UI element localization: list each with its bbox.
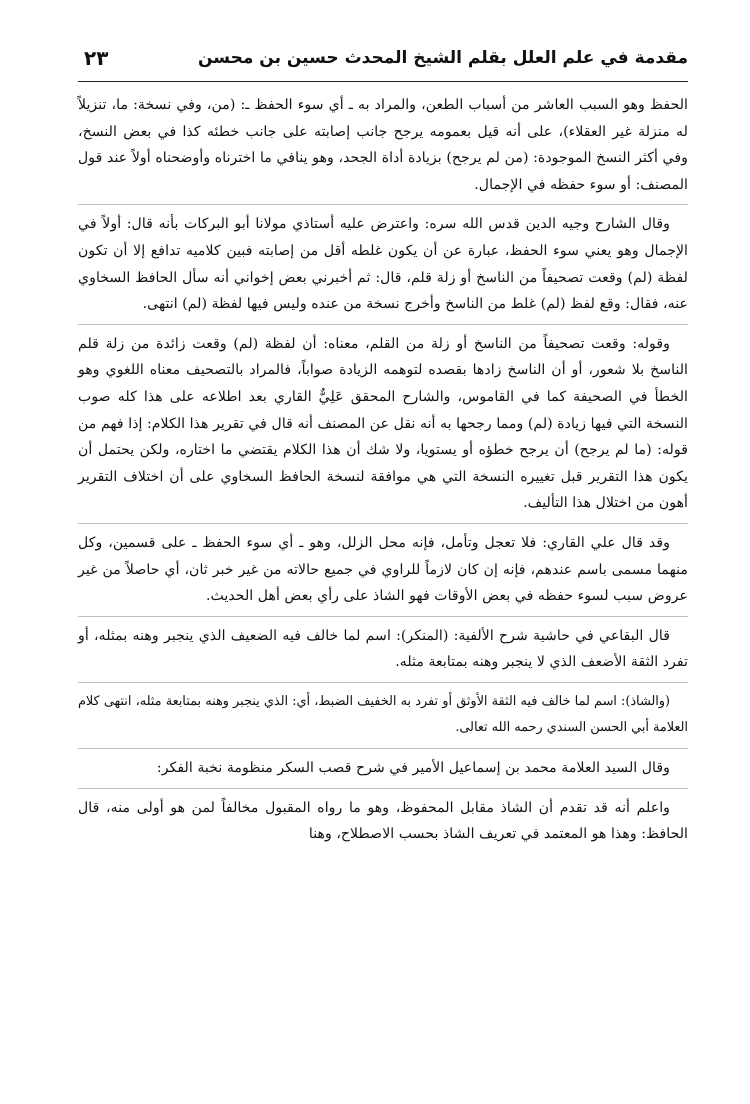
paragraph: وقال السيد العلامة محمد بن إسماعيل الأمير في شرح قصب السكر منظومة نخبة الفكر: — [78, 748, 688, 782]
page-number: ٢٣ — [84, 46, 109, 70]
paragraph: واعلم أنه قد تقدم أن الشاذ مقابل المحفوظ، وهو ما رواه المقبول مخالفاً لمن هو أولى منه، قال الحافظ: وهذا هو المعتمد في تعريف الشاذ بحسب الاصطلاح، وهنا — [78, 788, 688, 848]
body-text — [78, 92, 688, 848]
header-rule — [78, 81, 688, 82]
paragraph: وقال الشارح وجيه الدين قدس الله سره: واعترض عليه أستاذي مولانا أبو البركات بأنه قال: أولاً في الإجمال وهو يعني سوء الحفظ، عبارة عن أن يكون غلطه أقل من إصابته فبين كلاميه تدافع إلا أن تكون لفظة (لم) وقعت تصحيفاً من الناسخ أو زلة قلم، قال: ثم أخبرني بعض إخواني أنه سأل الحافظ السخاوي عنه، فقال: وقع لفظ (لم) غلط من الناسخ وأخرج نسخة من عنده وليس فيها لفظة (لم) انتهى. — [78, 204, 688, 317]
paragraph: وقوله: وقعت تصحيفاً من الناسخ أو زلة من القلم، معناه: أن لفظة (لم) وقعت زائدة من زلة قلم الناسخ بلا شعور، أو أن الناسخ زادها بقصده لتوهمه الزيادة صواباً، فالمراد بالتصحيف معناه اللغوي وهو الخطأ في الصحيفة كما في القاموس، والشارح المحقق عَلِيٌّ القاري بعد اطلاعه على هذا كله صوب النسخة التي فيها زيادة (لم) ومما رجحها به أنه نقل عن المصنف أنه قال في تقرير هذا الكلام: إذا فهم من قوله: (ما لم يرجح) أن يرجح خطؤه أو يستويا، ولا شك أن هذا الكلام يقتضي ما اختاره، ولكن يحتمل أن يكون هذا التقرير قبل تغييره النسخة التي هي موافقة لنسخة الحافظ السخاوي على أن اختلاف التقرير أهون من اختلال هذا التأليف. — [78, 324, 688, 517]
header-title: مقدمة في علم العلل بقلم الشيخ المحدث حسين بن محسن — [197, 48, 688, 68]
paragraph: الحفظ وهو السبب العاشر من أسباب الطعن، والمراد به ـ أي سوء الحفظ ـ: (من، وفي نسخة: ما، تنزيلاً له منزلة غير العقلاء)، على أنه قيل بعمومه يرجح جانب إصابته على جانب خطئه كذا في بعض النسخ، وفي أكثر النسخ الموجودة: (من لم يرجح) بزيادة أداة الجحد، وهو ينافي ما اخترناه وأوضحناه أولاً عند قول المصنف: أو سوء حفظه في الإجمال. — [78, 97, 688, 193]
paragraph: (والشاذ): اسم لما خالف فيه الثقة الأوثق أو تفرد به الخفيف الضبط، أي: الذي ينجبر وهنه بمتابعة مثله، انتهى كلام العلامة أبي الحسن السندي رحمه الله تعالى. — [78, 682, 688, 742]
paragraph: وقد قال علي القاري: فلا تعجل وتأمل، فإنه محل الزلل، وهو ـ أي سوء الحفظ ـ على قسمين، وكل منهما مسمى باسم عندهم، فإنه إن كان لازماً للراوي في جميع حالاته من غير خبر ثان، أي حاصلاً من غير عروض سبب لسوء حفظه في بعض الأوقات فهو الشاذ على رأي بعض أهل الحديث. — [78, 523, 688, 610]
paragraph: قال البقاعي في حاشية شرح الألفية: (المنكر): اسم لما خالف فيه الضعيف الذي ينجبر وهنه بمثله، أو تفرد الثقة الأضعف الذي لا ينجبر وهنه بمتابعة مثله. — [78, 616, 688, 676]
running-header — [78, 44, 688, 84]
